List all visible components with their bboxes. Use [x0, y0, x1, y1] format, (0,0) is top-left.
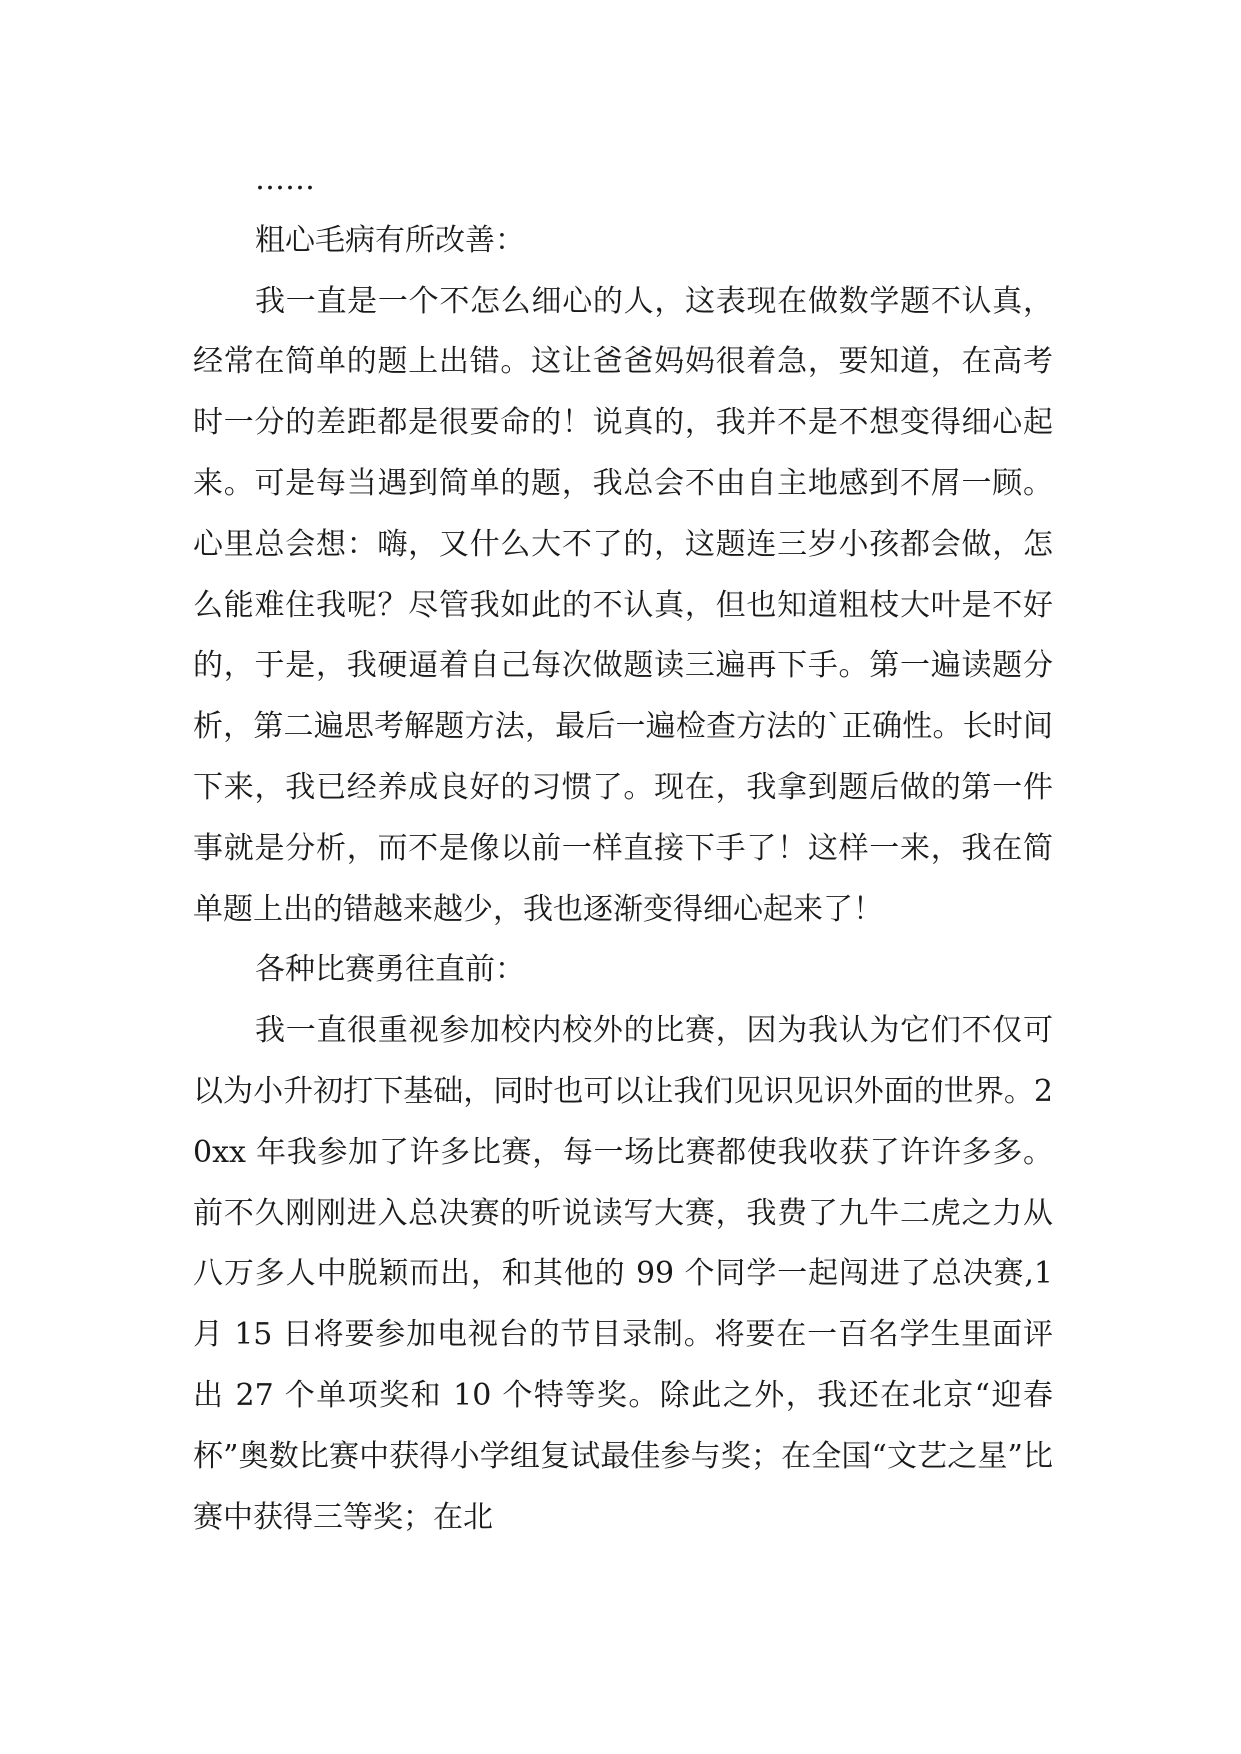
heading-carelessness-improved: 粗心毛病有所改善：: [255, 222, 525, 258]
paragraph-competitions: 我一直很重视参加校内校外的比赛，因为我认为它们不仅可以为小升初打下基础，同时也可以让我们见识见识外面的世界。20xx 年我参加了许多比赛，每一场比赛都使我收获了许许多多。前不久刚刚进入总决赛的听说读写大赛，我费了九牛二虎之力从八万多人中脱颖而出，和其他的 99 个同学一起闯进了总决赛,1 月 15 日将要参加电视台的节目录制。将要在一百名学生里面评出 27 个单项奖和 10 个特等奖。除此之外，我还在北京“迎春杯”奥数比赛中获得小学组复试最佳参与奖；在全国“文艺之星”比赛中获得三等奖；在北: [193, 1013, 1053, 1535]
heading-competitions: 各种比赛勇往直前：: [255, 952, 525, 988]
paragraph-carelessness: 我一直是一个不怎么细心的人，这表现在做数学题不认真，经常在简单的题上出错。这让爸爸妈妈很着急，要知道，在高考时一分的差距都是很要命的！说真的，我并不是不想变得细心起来。可是每当遇到简单的题，我总会不由自主地感到不屑一顾。心里总会想：嗨，又什么大不了的，这题连三岁小孩都会做，怎么能难住我呢？尽管我如此的不认真，但也知道粗枝大叶是不好的，于是，我硬逼着自己每次做题读三遍再下手。第一遍读题分析，第二遍思考解题方法，最后一遍检查方法的`正确性。长时间下来，我已经养成良好的习惯了。现在，我拿到题后做的第一件事就是分析，而不是像以前一样直接下手了！这样一来，我在简单题上出的错越来越少，我也逐渐变得细心起来了！: [193, 283, 1053, 927]
ellipsis-paragraph: ……: [255, 162, 315, 197]
document-body: [193, 150, 1053, 1548]
